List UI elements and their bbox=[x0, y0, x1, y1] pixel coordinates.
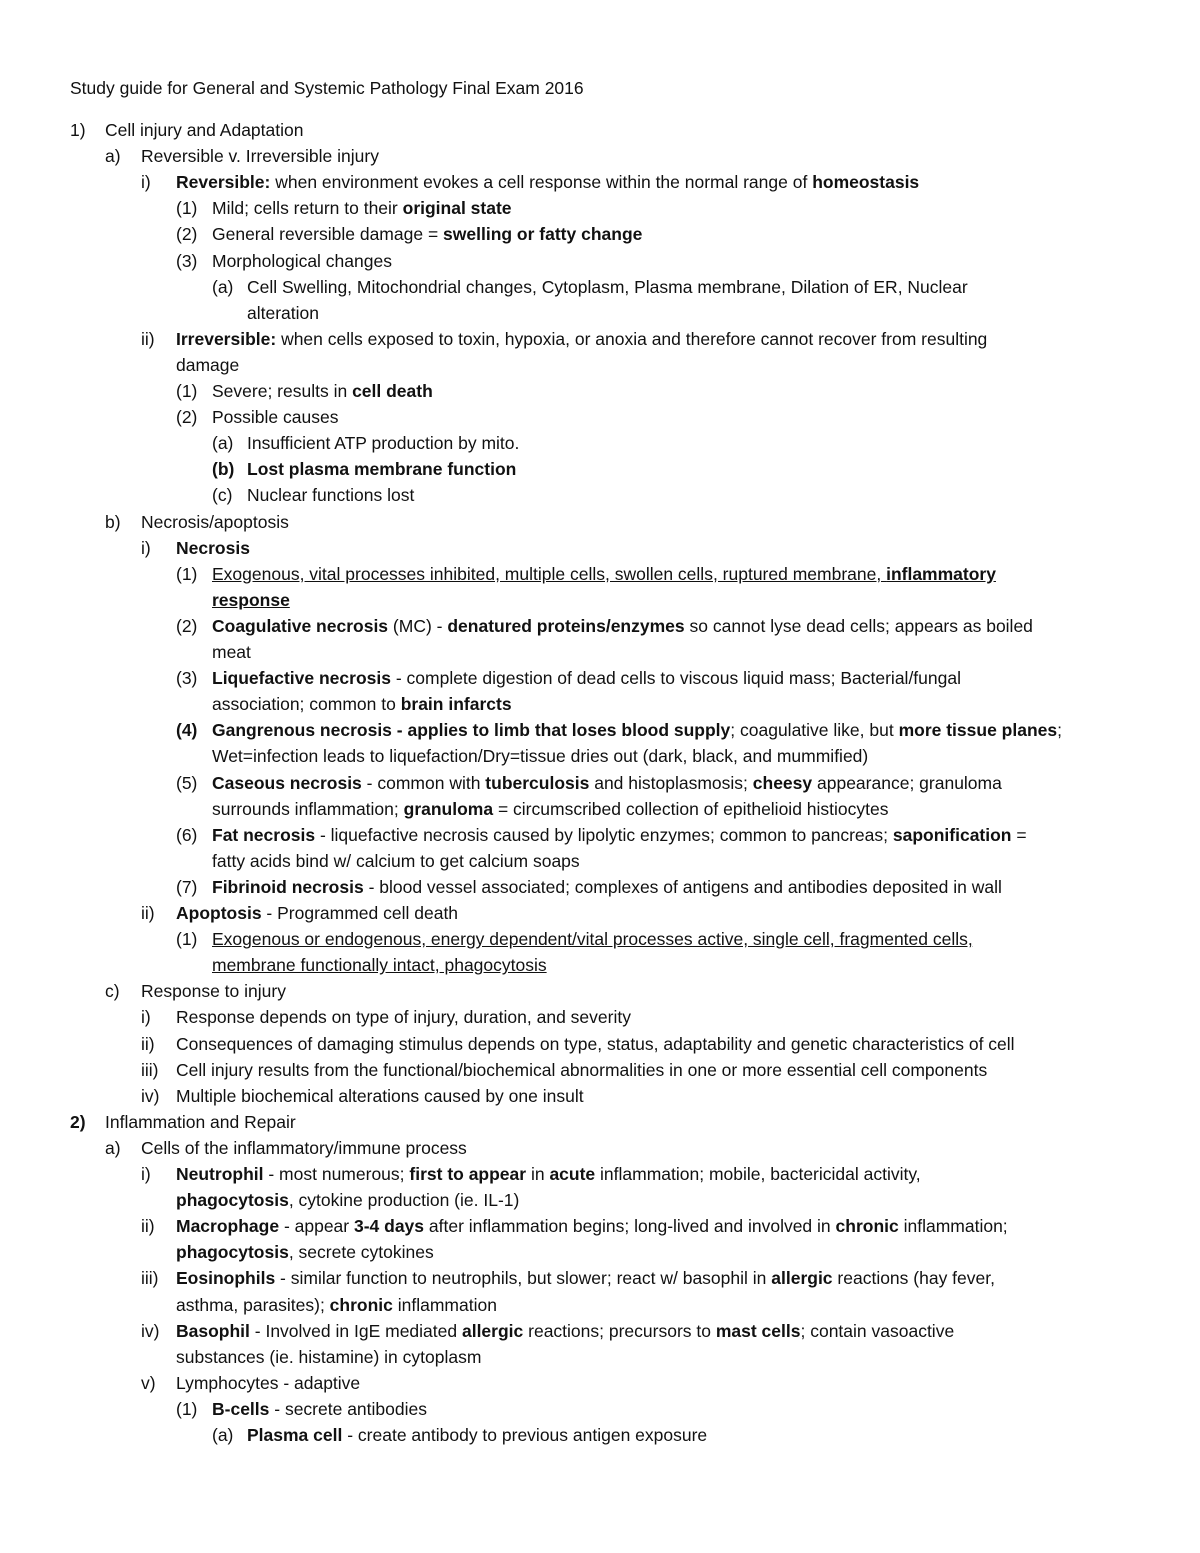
text-run: - secrete antibodies bbox=[269, 1398, 427, 1419]
text-run: reactions (hay fever, bbox=[832, 1268, 995, 1289]
outline-marker: iii) bbox=[141, 1059, 159, 1080]
outline-continuation bbox=[0, 743, 1200, 769]
outline-marker: (2) bbox=[176, 407, 198, 428]
outline-item bbox=[0, 1161, 1200, 1187]
outline-marker: v) bbox=[141, 1372, 156, 1393]
text-run: Coagulative necrosis bbox=[212, 615, 389, 636]
outline-continuation bbox=[0, 1239, 1200, 1265]
text-run: phagocytosis bbox=[176, 1190, 289, 1211]
text-run: after inflammation begins; long-lived and involved in bbox=[424, 1216, 836, 1237]
text-run: substances (ie. histamine) in cytoplasm bbox=[176, 1346, 482, 1367]
outline-text bbox=[176, 1239, 434, 1265]
outline-text bbox=[212, 952, 547, 978]
outline-item bbox=[0, 1370, 1200, 1396]
text-run: association; common to bbox=[212, 694, 401, 715]
text-run: - create antibody to previous antigen exposure bbox=[342, 1425, 708, 1445]
outline-continuation bbox=[0, 300, 1200, 326]
outline-item bbox=[0, 1396, 1200, 1422]
outline-text bbox=[247, 1422, 707, 1448]
outline-text bbox=[141, 509, 289, 535]
outline-item bbox=[0, 169, 1200, 195]
outline-marker: (3) bbox=[176, 250, 198, 271]
outline-marker: (2) bbox=[176, 615, 198, 636]
outline-text bbox=[176, 1213, 1008, 1239]
text-run: Cell injury and Adaptation bbox=[105, 120, 304, 140]
document-title: Study guide for General and Systemic Pathology Final Exam 2016 bbox=[70, 78, 584, 98]
text-run: - liquefactive necrosis caused by lipolytic enzymes; common to pancreas; bbox=[315, 824, 893, 845]
text-run: Fat necrosis bbox=[212, 824, 316, 845]
outline-marker: iii) bbox=[141, 1268, 159, 1289]
outline-item bbox=[0, 430, 1200, 456]
text-run: ; coagulative like, but bbox=[730, 720, 899, 741]
outline-item bbox=[0, 665, 1200, 691]
outline-text bbox=[212, 848, 580, 874]
text-run: and histoplasmosis; bbox=[589, 772, 753, 793]
text-run: first to appear bbox=[409, 1164, 527, 1184]
text-run: damage bbox=[176, 354, 240, 375]
outline-marker: i) bbox=[141, 1164, 151, 1184]
text-run: Necrosis/apoptosis bbox=[141, 511, 289, 532]
text-run: Inflammation and Repair bbox=[105, 1111, 296, 1132]
text-run: allergic bbox=[771, 1268, 833, 1289]
outline-marker: (a) bbox=[212, 1425, 234, 1445]
text-run: fatty acids bind w/ calcium to get calcium soaps bbox=[212, 850, 580, 871]
text-run: = bbox=[1011, 824, 1027, 845]
outline-marker: (1) bbox=[176, 1398, 198, 1419]
outline-text bbox=[212, 195, 512, 221]
outline-text bbox=[176, 535, 250, 561]
outline-item bbox=[0, 509, 1200, 535]
text-run: Liquefactive necrosis bbox=[212, 668, 391, 689]
text-run: Insufficient ATP production by mito. bbox=[247, 433, 520, 454]
outline-text bbox=[212, 378, 433, 404]
text-run: granuloma bbox=[403, 798, 494, 819]
outline-text bbox=[176, 1083, 584, 1109]
outline-text bbox=[212, 248, 392, 274]
text-run: reactions; precursors to bbox=[523, 1320, 716, 1341]
text-run: Lost plasma membrane function bbox=[247, 459, 517, 480]
outline-item bbox=[0, 274, 1200, 300]
outline-text bbox=[212, 613, 1033, 639]
outline-continuation bbox=[0, 352, 1200, 378]
text-run: - blood vessel associated; complexes of antigens and antibodies deposited in wall bbox=[363, 876, 1002, 897]
outline-continuation bbox=[0, 1187, 1200, 1213]
text-run: - common with bbox=[361, 772, 486, 793]
text-run: Nuclear functions lost bbox=[247, 485, 415, 506]
outline-item bbox=[0, 117, 1200, 143]
outline-text bbox=[176, 1031, 1015, 1057]
outline-continuation bbox=[0, 1292, 1200, 1318]
text-run: alteration bbox=[247, 302, 319, 323]
text-run: Irreversible: bbox=[176, 328, 277, 349]
outline-item bbox=[0, 1083, 1200, 1109]
outline-text bbox=[212, 587, 290, 613]
outline-text bbox=[247, 430, 519, 456]
outline-marker: b) bbox=[105, 511, 121, 532]
outline-text bbox=[176, 1344, 481, 1370]
outline-text bbox=[212, 717, 1062, 743]
outline-text bbox=[212, 561, 996, 587]
text-run: phagocytosis bbox=[176, 1242, 289, 1263]
text-run: Reversible v. Irreversible injury bbox=[141, 146, 379, 167]
outline-item bbox=[0, 1213, 1200, 1239]
outline-marker: (1) bbox=[176, 563, 198, 584]
outline-continuation bbox=[0, 691, 1200, 717]
outline-continuation bbox=[0, 587, 1200, 613]
outline-item bbox=[0, 456, 1200, 482]
outline-marker: (7) bbox=[176, 876, 198, 897]
text-run: denatured proteins/enzymes bbox=[447, 615, 685, 636]
text-run: allergic bbox=[461, 1320, 524, 1341]
text-run: Exogenous or endogenous, energy dependent/vital processes active, single cell, fragmented cells, bbox=[212, 929, 973, 950]
outline-marker: (6) bbox=[176, 824, 198, 845]
text-run: tuberculosis bbox=[485, 772, 590, 793]
outline-continuation bbox=[0, 639, 1200, 665]
text-run: Response depends on type of injury, duration, and severity bbox=[176, 1007, 631, 1028]
outline-item bbox=[0, 770, 1200, 796]
outline-item bbox=[0, 1265, 1200, 1291]
text-run: inflammatory bbox=[886, 563, 996, 584]
outline-item bbox=[0, 248, 1200, 274]
text-run: cheesy bbox=[752, 772, 813, 793]
outline-marker: a) bbox=[105, 146, 121, 167]
outline-marker: ii) bbox=[141, 903, 155, 923]
outline-item bbox=[0, 1422, 1200, 1448]
outline-marker: (2) bbox=[176, 224, 198, 245]
outline-item bbox=[0, 404, 1200, 430]
outline-marker: (1) bbox=[176, 381, 198, 401]
outline-text bbox=[176, 1187, 519, 1213]
outline-text bbox=[212, 743, 868, 769]
outline-item bbox=[0, 874, 1200, 900]
outline-marker: i) bbox=[141, 1007, 151, 1028]
text-run: B-cells bbox=[212, 1398, 270, 1419]
outline-text bbox=[176, 1265, 995, 1291]
text-run: - Involved in IgE mediated bbox=[249, 1320, 462, 1341]
outline-text bbox=[176, 1004, 631, 1030]
outline-marker: (5) bbox=[176, 772, 198, 793]
outline-marker: (a) bbox=[212, 276, 234, 297]
text-run: Plasma cell bbox=[247, 1425, 343, 1445]
outline-item bbox=[0, 378, 1200, 404]
text-run: - complete digestion of dead cells to viscous liquid mass; Bacterial/fungal bbox=[390, 668, 961, 689]
outline-text bbox=[212, 639, 251, 665]
outline-item bbox=[0, 613, 1200, 639]
outline-text bbox=[247, 300, 319, 326]
text-run: chronic bbox=[835, 1216, 899, 1237]
text-run: acute bbox=[549, 1164, 596, 1184]
text-run: when environment evokes a cell response within the normal range of bbox=[270, 172, 813, 193]
outline-item bbox=[0, 482, 1200, 508]
text-run: surrounds inflammation; bbox=[212, 798, 404, 819]
outline-text bbox=[212, 1396, 427, 1422]
outline-text bbox=[141, 143, 379, 169]
outline-item bbox=[0, 1318, 1200, 1344]
outline-text bbox=[176, 326, 987, 352]
text-run: Apoptosis bbox=[176, 903, 262, 923]
text-run: appearance; granuloma bbox=[812, 772, 1002, 793]
text-run: Caseous necrosis bbox=[212, 772, 362, 793]
outline-item bbox=[0, 900, 1200, 926]
text-run: Fibrinoid necrosis bbox=[212, 876, 364, 897]
outline-text bbox=[212, 770, 1002, 796]
outline-marker: 1) bbox=[70, 120, 86, 140]
outline-item bbox=[0, 978, 1200, 1004]
outline-item bbox=[0, 1109, 1200, 1135]
text-run: Cell injury results from the functional/biochemical abnormalities in one or more essential cell components bbox=[176, 1059, 988, 1080]
outline-marker: iv) bbox=[141, 1320, 160, 1341]
outline-continuation bbox=[0, 796, 1200, 822]
outline-text bbox=[247, 456, 516, 482]
outline-item bbox=[0, 195, 1200, 221]
text-run: Response to injury bbox=[141, 981, 286, 1002]
text-run: Basophil bbox=[176, 1320, 250, 1341]
text-run: meat bbox=[212, 642, 251, 662]
outline-item bbox=[0, 1031, 1200, 1057]
outline-text bbox=[247, 482, 414, 508]
text-run: Cell Swelling, Mitochondrial changes, Cytoplasm, Plasma membrane, Dilation of ER, Nuclear bbox=[247, 276, 968, 297]
text-run: asthma, parasites); bbox=[176, 1294, 330, 1315]
text-run: chronic bbox=[329, 1294, 393, 1315]
text-run: Wet=infection leads to liquefaction/Dry=tissue dries out (dark, black, and mummified) bbox=[212, 746, 869, 767]
text-run: (MC) - bbox=[388, 615, 448, 636]
text-run: Multiple biochemical alterations caused by one insult bbox=[176, 1085, 584, 1106]
outline-text bbox=[212, 874, 1002, 900]
text-run: , cytokine production (ie. IL-1) bbox=[288, 1190, 520, 1211]
text-run: when cells exposed to toxin, hypoxia, or anoxia and therefore cannot recover from resulting bbox=[276, 328, 988, 349]
text-run: Morphological changes bbox=[212, 250, 392, 271]
outline-text bbox=[141, 1135, 467, 1161]
outline-marker: (1) bbox=[176, 198, 198, 219]
outline-item bbox=[0, 221, 1200, 247]
text-run: membrane functionally intact, phagocytosis bbox=[212, 955, 547, 976]
text-run: Mild; cells return to their bbox=[212, 198, 403, 219]
outline-continuation bbox=[0, 952, 1200, 978]
text-run: = circumscribed collection of epithelioid histiocytes bbox=[493, 798, 889, 819]
outline-text bbox=[141, 978, 286, 1004]
text-run: brain infarcts bbox=[400, 694, 512, 715]
outline-text bbox=[247, 274, 968, 300]
text-run: original state bbox=[402, 198, 512, 219]
outline-text bbox=[176, 1161, 921, 1187]
outline-marker: (4) bbox=[176, 720, 198, 741]
text-run: Neutrophil bbox=[176, 1164, 264, 1184]
outline-text bbox=[212, 796, 888, 822]
outline-text bbox=[212, 691, 512, 717]
outline-text bbox=[212, 404, 338, 430]
outline-item bbox=[0, 822, 1200, 848]
outline-marker: (1) bbox=[176, 929, 198, 950]
outline-marker: (a) bbox=[212, 433, 234, 454]
outline-marker: ii) bbox=[141, 1033, 155, 1054]
text-run: swelling or fatty change bbox=[443, 224, 643, 245]
text-run: ; bbox=[1057, 720, 1062, 741]
text-run: - similar function to neutrophils, but slower; react w/ basophil in bbox=[275, 1268, 772, 1289]
text-run: Possible causes bbox=[212, 407, 339, 428]
text-run: inflammation; bbox=[898, 1216, 1008, 1237]
outline-marker: i) bbox=[141, 172, 151, 193]
text-run: Consequences of damaging stimulus depends on type, status, adaptability and genetic characteristics of cell bbox=[176, 1033, 1015, 1054]
text-run: so cannot lyse dead cells; appears as boiled bbox=[684, 615, 1033, 636]
text-run: response bbox=[212, 589, 290, 610]
outline-text bbox=[212, 822, 1027, 848]
outline-text bbox=[212, 926, 973, 952]
outline-item bbox=[0, 535, 1200, 561]
outline-item bbox=[0, 1057, 1200, 1083]
outline-item bbox=[0, 717, 1200, 743]
text-run: Cells of the inflammatory/immune process bbox=[141, 1137, 467, 1158]
outline-item bbox=[0, 326, 1200, 352]
text-run: Lymphocytes - adaptive bbox=[176, 1372, 361, 1393]
text-run: Exogenous, vital processes inhibited, multiple cells, swollen cells, ruptured membrane, bbox=[212, 563, 887, 584]
outline-marker: c) bbox=[105, 981, 120, 1002]
outline-marker: iv) bbox=[141, 1085, 160, 1106]
text-run: 3-4 days bbox=[353, 1216, 425, 1237]
text-run: - Programmed cell death bbox=[261, 903, 459, 923]
text-run: Macrophage bbox=[176, 1216, 280, 1237]
outline-text bbox=[176, 1057, 987, 1083]
text-run: cell death bbox=[352, 381, 433, 401]
outline-item bbox=[0, 926, 1200, 952]
text-run: Gangrenous necrosis - applies to limb that loses blood supply bbox=[212, 720, 731, 741]
text-run: in bbox=[526, 1164, 550, 1184]
outline-marker: (c) bbox=[212, 485, 233, 506]
outline-marker: a) bbox=[105, 1137, 121, 1158]
outline-continuation bbox=[0, 848, 1200, 874]
text-run: - appear bbox=[279, 1216, 354, 1237]
outline-text bbox=[176, 169, 919, 195]
text-run: homeostasis bbox=[812, 172, 920, 193]
outline-text bbox=[176, 900, 458, 926]
text-run: , secrete cytokines bbox=[288, 1242, 434, 1263]
outline-marker: ii) bbox=[141, 328, 155, 349]
text-run: mast cells bbox=[715, 1320, 801, 1341]
outline-item bbox=[0, 1135, 1200, 1161]
outline-continuation bbox=[0, 1344, 1200, 1370]
outline-text bbox=[176, 1370, 360, 1396]
text-run: General reversible damage = bbox=[212, 224, 444, 245]
text-run: ; contain vasoactive bbox=[800, 1320, 955, 1341]
text-run: inflammation; mobile, bactericidal activity, bbox=[595, 1164, 921, 1184]
outline-text bbox=[105, 1109, 296, 1135]
outline-text bbox=[176, 1318, 954, 1344]
outline-marker: (3) bbox=[176, 668, 198, 689]
outline-text bbox=[105, 117, 303, 143]
outline-marker: (b) bbox=[212, 459, 235, 480]
outline-item bbox=[0, 561, 1200, 587]
text-run: more tissue planes bbox=[898, 720, 1058, 741]
text-run: saponification bbox=[892, 824, 1012, 845]
outline-text bbox=[176, 352, 239, 378]
outline-marker: ii) bbox=[141, 1216, 155, 1237]
outline-text bbox=[212, 221, 642, 247]
text-run: Necrosis bbox=[176, 537, 250, 558]
outline-text bbox=[176, 1292, 497, 1318]
text-run: Eosinophils bbox=[176, 1268, 276, 1289]
text-run: Severe; results in bbox=[212, 381, 353, 401]
outline-marker: 2) bbox=[70, 1111, 86, 1132]
outline-text bbox=[212, 665, 961, 691]
outline-item bbox=[0, 143, 1200, 169]
text-run: Reversible: bbox=[176, 172, 271, 193]
outline-item bbox=[0, 1004, 1200, 1030]
text-run: inflammation bbox=[392, 1294, 497, 1315]
outline-marker: i) bbox=[141, 537, 151, 558]
text-run: - most numerous; bbox=[263, 1164, 410, 1184]
